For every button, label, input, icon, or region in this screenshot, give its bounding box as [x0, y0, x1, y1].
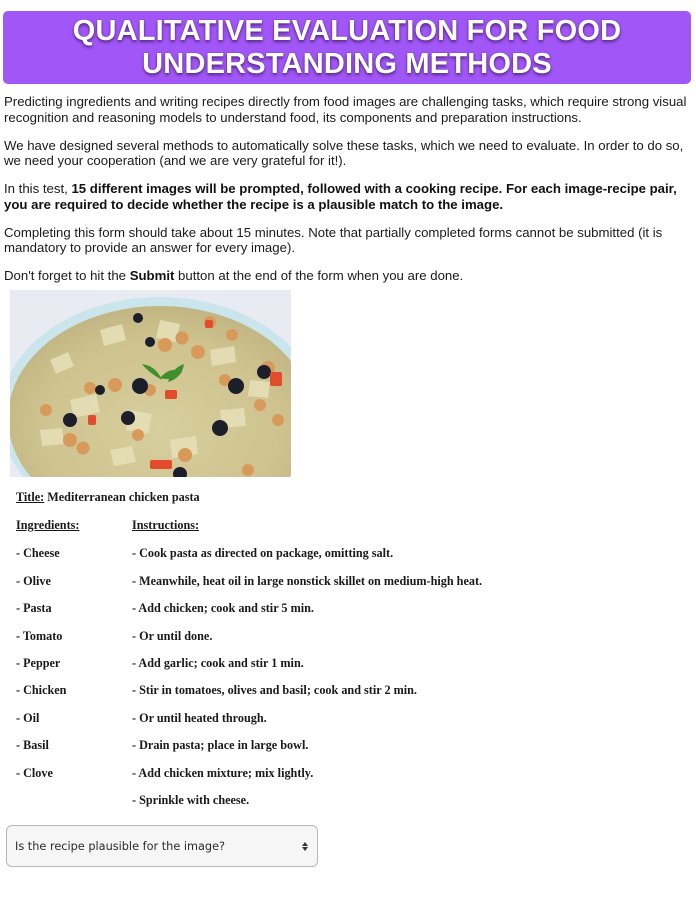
intro-paragraph-1: Predicting ingredients and writing recipes directly from food images are challenging tasks, which require strong visual recognition and reasoning models to understand food, its components and preparation instructions. [4, 94, 687, 125]
ingredient-item: - Olive [16, 573, 51, 588]
ingredient-item: - Tomato [16, 628, 63, 643]
page-header-banner [3, 11, 691, 84]
page-title-line-2: UNDERSTANDING METHODS [142, 47, 552, 80]
plausibility-select[interactable] [6, 825, 318, 867]
instruction-step: - Add chicken mixture; mix lightly. [132, 765, 314, 780]
intro-paragraph-3 [4, 181, 690, 212]
intro-paragraph-5-suffix: button at the end of the form when you are done. [174, 268, 464, 283]
submit-mention: Submit [129, 268, 175, 283]
instruction-step: - Cook pasta as directed on package, omitting salt. [132, 546, 394, 560]
page-title [73, 15, 622, 81]
ingredient-item: - Pepper [16, 656, 61, 670]
intro-paragraph-5-prefix: Don't forget to hit the [4, 268, 130, 283]
instruction-step: - Or until done. [132, 628, 213, 643]
ingredient-item: - Oil [16, 710, 40, 725]
plausibility-select-value: Is the recipe plausible for the image? [15, 839, 226, 853]
intro-text [4, 94, 690, 296]
food-image [10, 290, 291, 477]
intro-paragraph-2: We have designed several methods to automatically solve these tasks, which we need to evaluate. In order to do so, we need your cooperation (and we are very grateful for it!). [4, 137, 684, 168]
ingredient-item: - Basil [16, 738, 49, 752]
updown-chevron-icon [301, 839, 309, 853]
instruction-step: - Sprinkle with cheese. [132, 793, 250, 807]
instruction-step: - Meanwhile, heat oil in large nonstick skillet on medium-high heat. [132, 573, 483, 588]
recipe-title-value: Mediterranean chicken pasta [44, 490, 200, 504]
instruction-step: - Or until heated through. [132, 710, 267, 725]
intro-paragraph-3-bold: 15 different images will be prompted, followed with a cooking recipe. For each image-recipe pair, you are required to decide whether the recipe is a plausible match to the image. [4, 181, 677, 212]
ingredient-item: - Pasta [16, 601, 52, 615]
ingredient-item: - Chicken [16, 683, 67, 697]
ingredient-item: - Cheese [16, 546, 60, 560]
intro-paragraph-3-prefix: In this test, [4, 181, 72, 196]
page-title-line-1: QUALITATIVE EVALUATION FOR FOOD [72, 14, 622, 47]
pasta-salad-illustration [10, 290, 291, 477]
instruction-step: - Add chicken; cook and stir 5 min. [132, 601, 314, 615]
instruction-step: - Add garlic; cook and stir 1 min. [132, 656, 304, 670]
instruction-step: - Stir in tomatoes, olives and basil; cook and stir 2 min. [132, 683, 417, 697]
recipe-title [16, 490, 200, 505]
recipe-title-label: Title: [16, 490, 45, 504]
ingredients-heading: Ingredients: [16, 518, 80, 532]
intro-paragraph-4: Completing this form should take about 15 minutes. Note that partially completed forms cannot be submitted (it is mandatory to provide an answer for every image). [4, 224, 663, 255]
instructions-heading: Instructions: [132, 518, 200, 532]
intro-paragraph-5 [4, 268, 690, 284]
instruction-step: - Drain pasta; place in large bowl. [132, 738, 309, 752]
ingredient-item: - Clove [16, 765, 53, 780]
